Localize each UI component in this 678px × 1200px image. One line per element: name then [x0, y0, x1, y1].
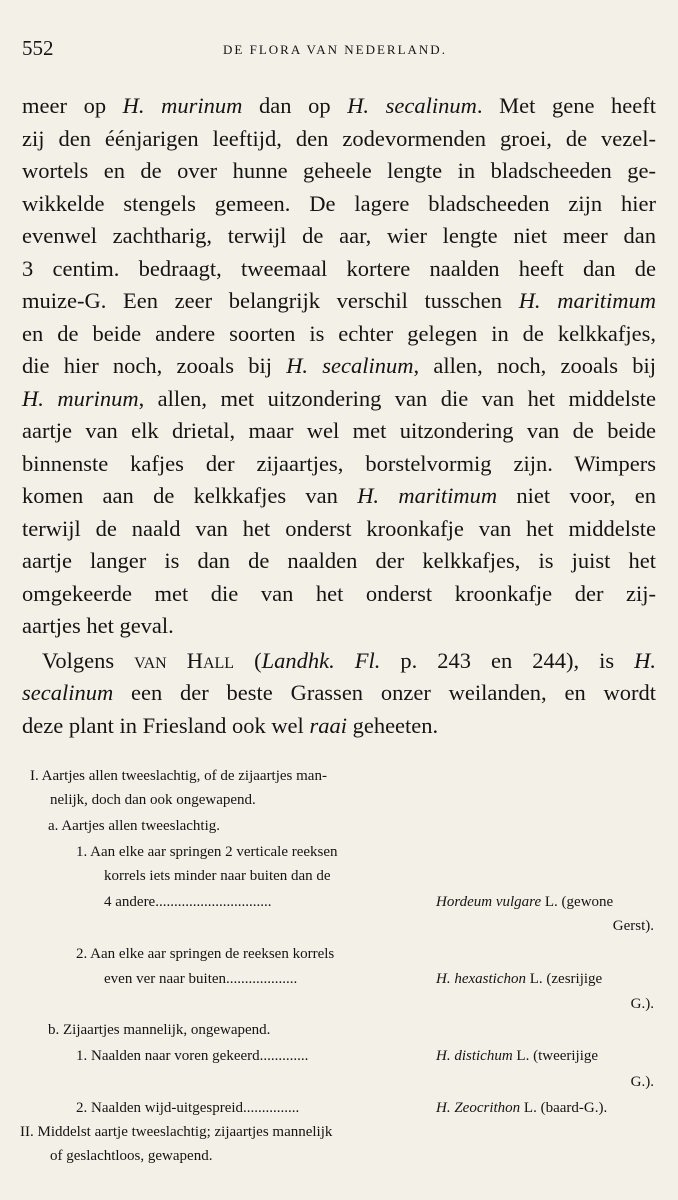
species-name: H. maritimum	[357, 483, 498, 508]
text-span: , allen, met uitzondering van die van het middelste	[138, 385, 656, 411]
identification-key	[0, 760, 678, 1180]
text-span: 2. Naalden wijd-uitgespreid	[76, 1100, 244, 1116]
key-entry-a: a. Aartjes allen tweeslachtig.	[48, 818, 221, 834]
text-line: terwijl de naald van het onderst kroonkafje van het middelste	[22, 515, 656, 541]
species-name: H. secalinum	[347, 93, 477, 118]
species-name: H. distichum	[436, 1048, 513, 1064]
species-name: secalinum	[22, 680, 114, 705]
page-number: 552	[22, 36, 54, 60]
species-name: H. Zeocrithon	[436, 1100, 521, 1116]
page-header	[22, 36, 648, 60]
text-line	[22, 90, 656, 123]
text-line	[22, 383, 656, 416]
text-line: omgekeerde met die van het onderst kroonkafje der zij-	[22, 580, 656, 606]
key-result-b1-cont: G.).	[630, 1074, 654, 1090]
text-span: p. 243 en 244), is	[380, 647, 635, 673]
text-span: , allen, noch, zooals bij	[413, 353, 656, 378]
text-line: aartje van elk drietal, maar wel met uitzondering van de beide	[22, 418, 656, 443]
text-span: even ver naar buiten	[104, 971, 227, 987]
key-entry-a1: 1. Aan elke aar springen 2 verticale reeksen	[76, 844, 338, 860]
key-entry-b: b. Zijaartjes mannelijk, ongewapend.	[48, 1022, 271, 1038]
text-span: meer op	[22, 93, 123, 118]
text-span: niet voor, en	[497, 483, 656, 508]
text-line: wikkelde stengels gemeen. De lagere bladscheeden zijn hier	[22, 190, 656, 216]
text-line: zij den éénjarigen leeftijd, den zodevormenden groei, de vezel-	[22, 125, 656, 151]
text-span: . Met gene heeft	[476, 93, 656, 118]
text-span: een der beste Grassen onzer weilanden, en wordt	[113, 680, 656, 705]
text-span: komen aan de kelkkafjes van	[22, 483, 358, 508]
text-span: dan op	[242, 93, 348, 118]
dot-leader: ...................	[226, 971, 298, 987]
key-result-b2	[436, 1096, 607, 1120]
key-entry-I-cont: nelijk, doch dan ook ongewapend.	[50, 792, 256, 808]
text-span: die hier noch, zooals bij	[22, 353, 287, 378]
text-line: binnenste kafjes der zijaartjes, borstelvormig zijn. Wimpers	[22, 450, 656, 476]
body-text	[22, 90, 656, 742]
key-result-a1-cont: Gerst).	[612, 918, 654, 934]
species-name: H. maritimum	[518, 288, 656, 313]
text-line	[22, 645, 656, 678]
species-name: H. murinum	[22, 385, 139, 411]
key-entry-b1-lead	[76, 1044, 308, 1068]
text-span: L. (zesrijige	[525, 971, 603, 987]
text-span: 1. Naalden naar voren gekeerd	[76, 1048, 260, 1064]
species-name: H.	[634, 647, 657, 673]
species-name: Hordeum vulgare	[436, 894, 542, 910]
key-entry-a1-cont: korrels iets minder naar buiten dan de	[104, 868, 331, 884]
species-name: H. murinum	[122, 93, 243, 118]
text-span: L. (tweerijige	[512, 1048, 599, 1064]
key-result-a2-cont: G.).	[630, 996, 654, 1012]
text-line	[22, 480, 656, 513]
paragraph-1	[22, 90, 656, 643]
text-span: deze plant in Friesland ook wel	[22, 712, 310, 738]
text-line	[22, 710, 656, 743]
dot-leader: ...............	[243, 1100, 300, 1116]
running-head: DE FLORA VAN NEDERLAND.	[223, 42, 447, 57]
text-span: muize-G. Een zeer belangrijk verschil tusschen	[22, 288, 519, 313]
text-span: geheeten.	[346, 712, 439, 738]
key-entry-II-cont: of geslachtloos, gewapend.	[50, 1148, 213, 1164]
text-span: L. (baard-G.).	[520, 1100, 608, 1116]
species-name: H. hexastichon	[436, 971, 526, 987]
key-entry-b2-lead	[76, 1096, 299, 1120]
text-span: L. (gewone	[541, 894, 614, 910]
key-result-b1	[436, 1044, 598, 1068]
key-entry-II: II. Middelst aartje tweeslachtig; zijaartjes mannelijk	[20, 1124, 333, 1140]
key-result-a1	[436, 890, 613, 914]
text-line: aartjes het geval.	[22, 613, 174, 638]
text-line: aartje langer is dan de naalden der kelkkafjes, is juist het	[22, 548, 656, 573]
text-line	[22, 350, 656, 383]
vernacular-name: raai	[309, 712, 347, 738]
text-span: 4 andere	[104, 894, 156, 910]
text-span: Volgens	[42, 647, 135, 673]
key-entry-a1-lead	[104, 890, 271, 914]
text-span: (	[234, 647, 262, 673]
text-line	[22, 285, 656, 318]
author-name: van Hall	[134, 647, 235, 673]
text-line: wortels en de over hunne geheele lengte in bladscheeden ge-	[22, 158, 656, 183]
key-entry-I: I. Aartjes allen tweeslachtig, of de zijaartjes man-	[30, 768, 327, 784]
key-entry-a2-lead	[104, 967, 297, 991]
book-title: Landhk. Fl.	[261, 647, 381, 673]
key-result-a2	[436, 967, 602, 991]
key-entry-a2: 2. Aan elke aar springen de reeksen korrels	[76, 946, 335, 962]
text-line: 3 centim. bedraagt, tweemaal kortere naalden heeft dan de	[22, 255, 656, 281]
dot-leader: ...............................	[155, 894, 272, 910]
text-line: evenwel zachtharig, terwijl de aar, wier lengte niet meer dan	[22, 223, 656, 248]
text-line	[22, 677, 656, 710]
dot-leader: .............	[259, 1048, 309, 1064]
species-name: H. secalinum	[286, 353, 414, 378]
text-line: en de beide andere soorten is echter gelegen in de kelkkafjes,	[22, 320, 656, 346]
paragraph-2	[22, 645, 656, 743]
